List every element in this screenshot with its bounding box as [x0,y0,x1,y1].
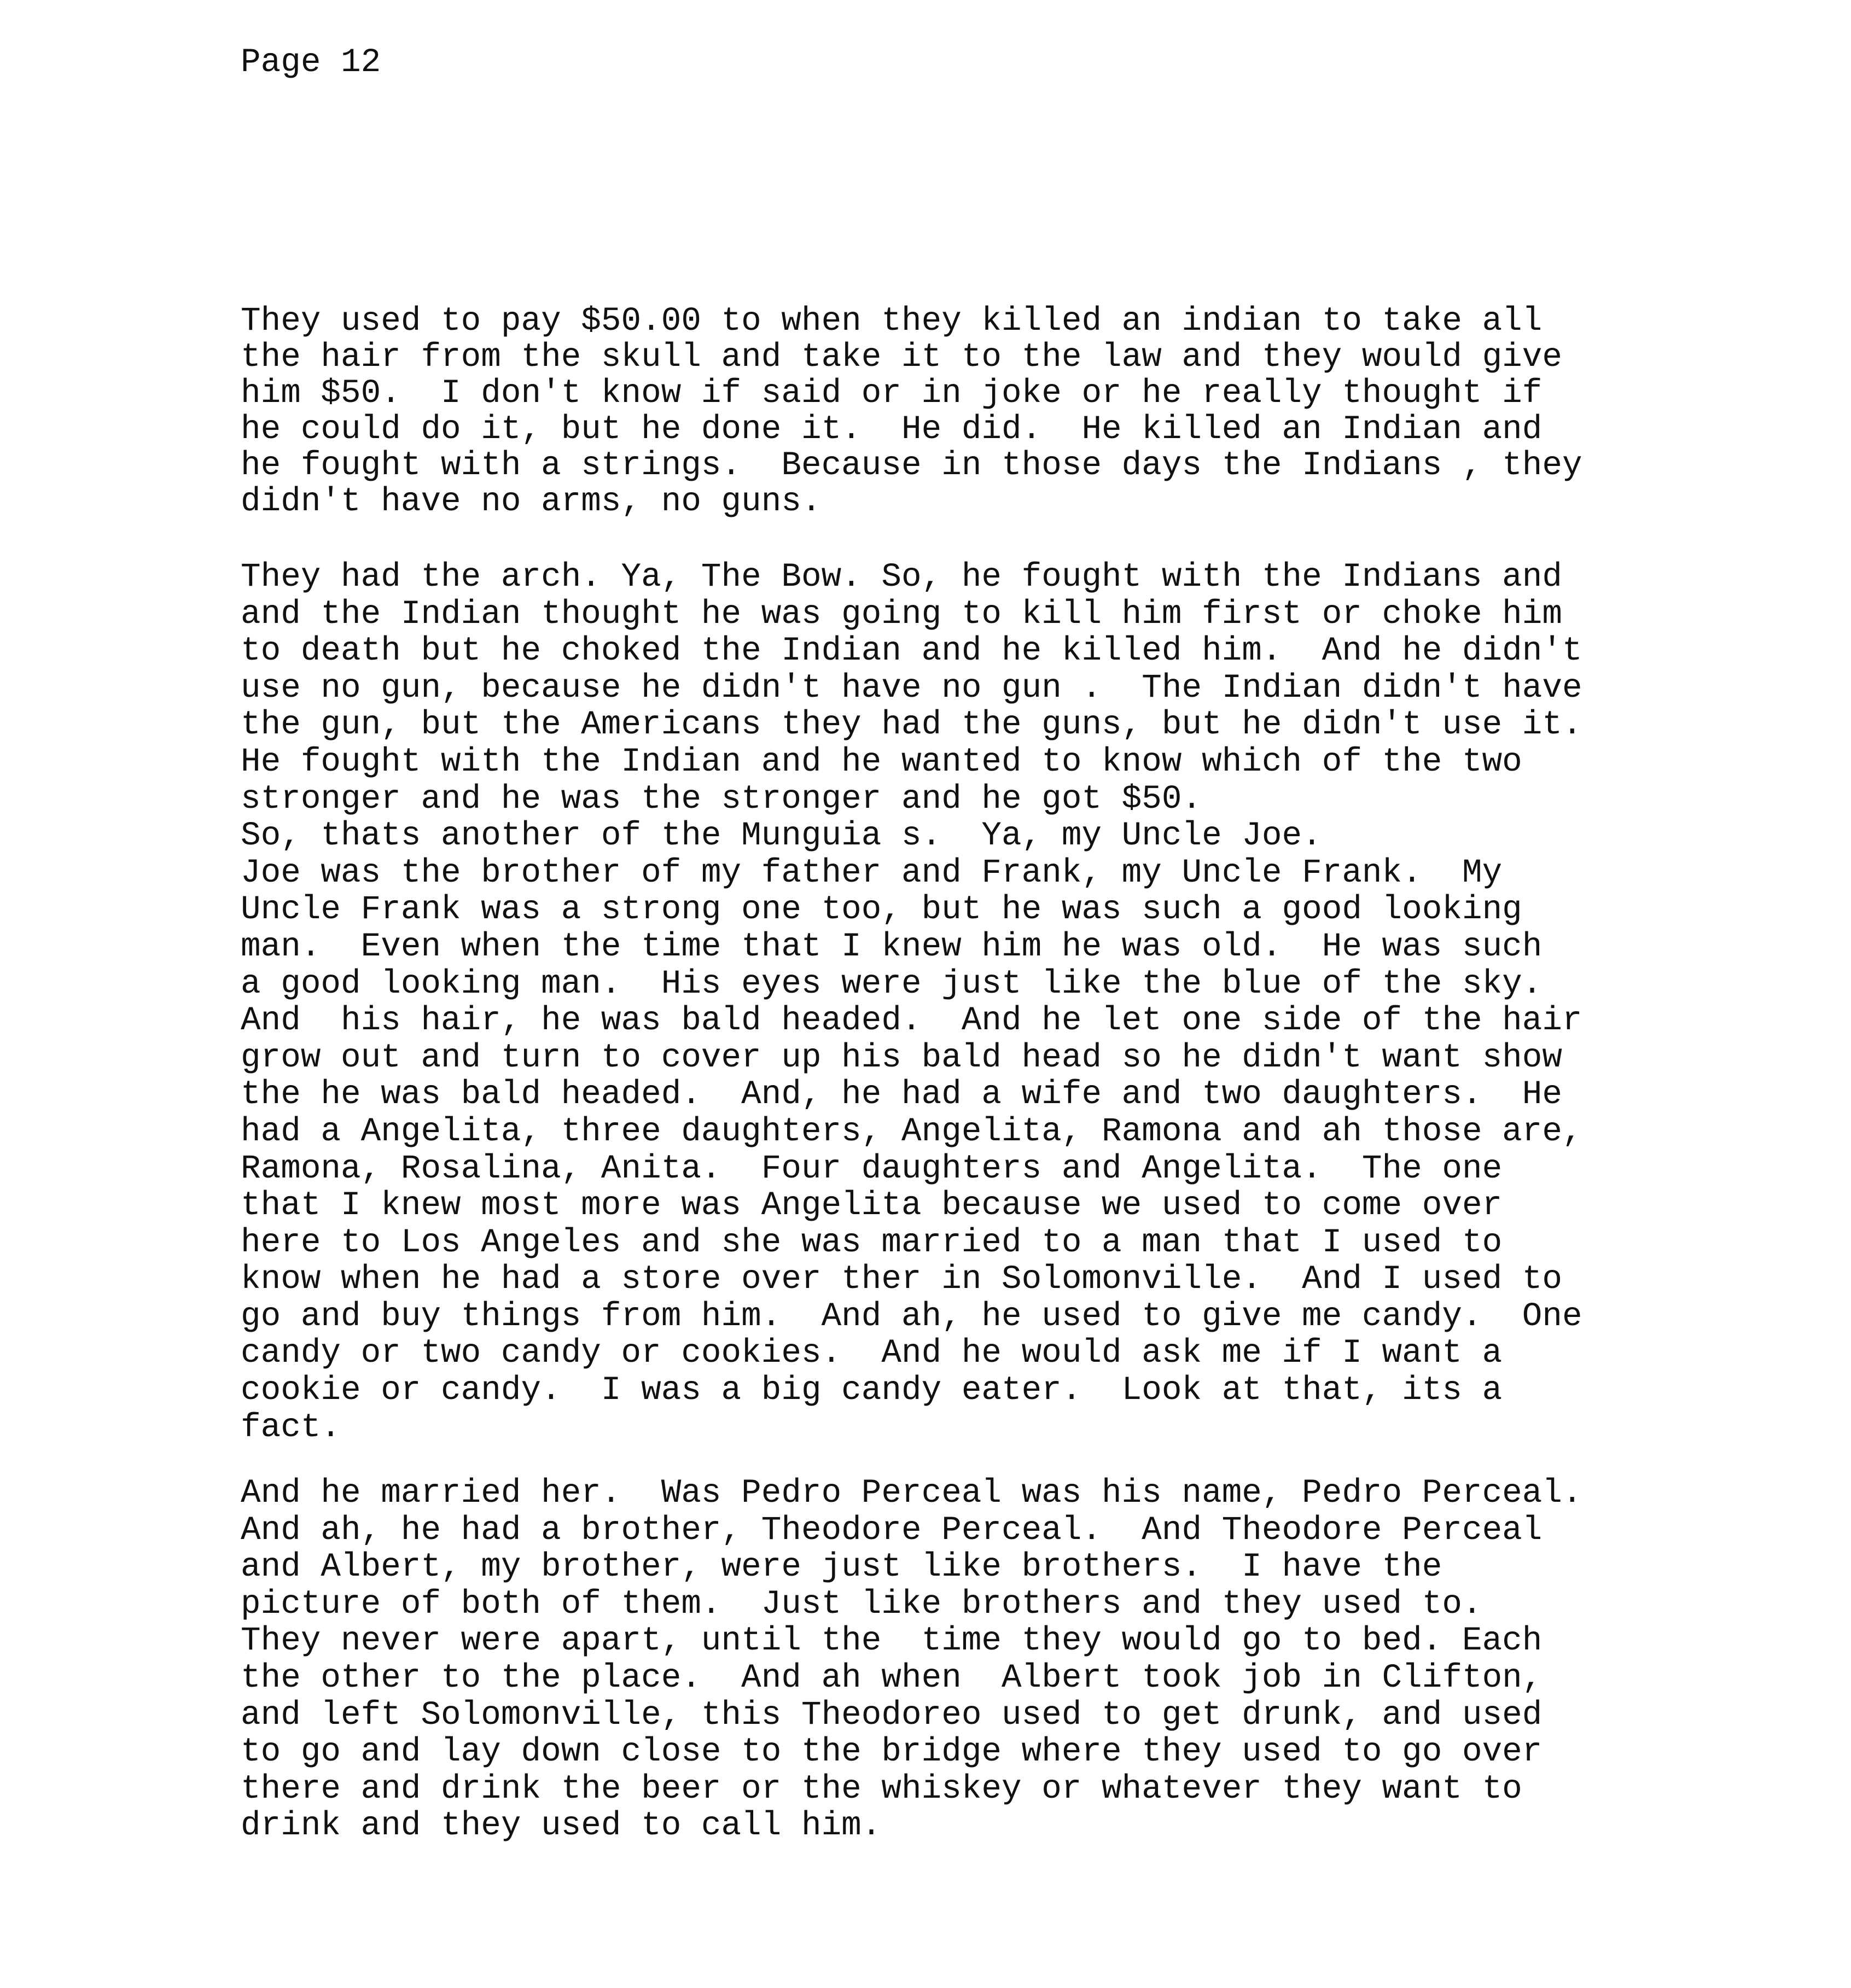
text-line: he could do it, but he done it. He did. He killed an Indian and [241,411,1542,448]
text-line: And he married her. Was Pedro Perceal was his name, Pedro Perceal. [241,1474,1582,1512]
text-line: Uncle Frank was a strong one too, but he was such a good looking [241,891,1522,929]
text-line: the other to the place. And ah when Albert took job in Clifton, [241,1659,1542,1697]
text-line: and left Solomonville, this Theodoreo used to get drunk, and used [241,1696,1542,1734]
text-line: the he was bald headed. And, he had a wife and two daughters. He [241,1076,1562,1114]
text-line: use no gun, because he didn't have no gun . The Indian didn't have [241,669,1582,707]
paragraph-3 [241,1475,1674,1845]
text-line: Joe was the brother of my father and Frank, my Uncle Frank. My [241,854,1503,892]
text-line: to death but he choked the Indian and he killed him. And he didn't [241,632,1582,671]
text-line: stronger and he was the stronger and he got $50. [241,780,1202,818]
text-line: They never were apart, until the time they would go to bed. Each [241,1622,1542,1660]
text-line: candy or two candy or cookies. And he would ask me if I want a [241,1334,1503,1373]
text-line: cookie or candy. I was a big candy eater. Look at that, its a [241,1372,1503,1410]
text-line: drink and they used to call him. [241,1807,882,1845]
text-line: go and buy things from him. And ah, he used to give me candy. One [241,1297,1582,1336]
text-line: man. Even when the time that I knew him he was old. He was such [241,928,1542,966]
text-line: Ramona, Rosalina, Anita. Four daughters and Angelita. The one [241,1150,1503,1188]
paragraph-2 [241,559,1674,1446]
text-line: there and drink the beer or the whiskey or whatever they want to [241,1770,1522,1808]
text-line: They used to pay $50.00 to when they killed an indian to take all [241,302,1542,340]
text-line: picture of both of them. Just like brothers and they used to. [241,1585,1482,1623]
text-line: He fought with the Indian and he wanted to know which of the two [241,743,1522,781]
text-line: grow out and turn to cover up his bald head so he didn't want show [241,1039,1562,1077]
text-line: They had the arch. Ya, The Bow. So, he fought with the Indians and [241,558,1562,596]
text-line: him $50. I don't know if said or in joke or he really thought if [241,375,1542,412]
text-line: So, thats another of the Munguia s. Ya, my Uncle Joe. [241,817,1322,855]
text-line: had a Angelita, three daughters, Angelita, Ramona and ah those are, [241,1112,1582,1151]
text-line: he fought with a strings. Because in those days the Indians , they [241,447,1582,485]
text-line: fact. [241,1408,341,1447]
text-line: to go and lay down close to the bridge where they used to go over [241,1733,1542,1771]
text-line: the hair from the skull and take it to the law and they would give [241,339,1562,376]
page-number-label: Page 12 [241,44,381,81]
text-line: didn't have no arms, no guns. [241,483,822,521]
text-line: a good looking man. His eyes were just like the blue of the sky. [241,965,1542,1003]
text-line: here to Los Angeles and she was married to a man that I used to [241,1223,1503,1262]
paragraph-1 [241,304,1674,520]
text-line: and the Indian thought he was going to kill him first or choke him [241,595,1562,633]
text-line: the gun, but the Americans they had the guns, but he didn't use it. [241,706,1582,744]
text-line: And ah, he had a brother, Theodore Perceal. And Theodore Perceal [241,1511,1542,1549]
text-line: And his hair, he was bald headed. And he let one side of the hair [241,1002,1582,1040]
text-line: know when he had a store over ther in Solomonville. And I used to [241,1261,1562,1299]
text-line: and Albert, my brother, were just like brothers. I have the [241,1548,1442,1587]
text-line: that I knew most more was Angelita because we used to come over [241,1187,1503,1225]
